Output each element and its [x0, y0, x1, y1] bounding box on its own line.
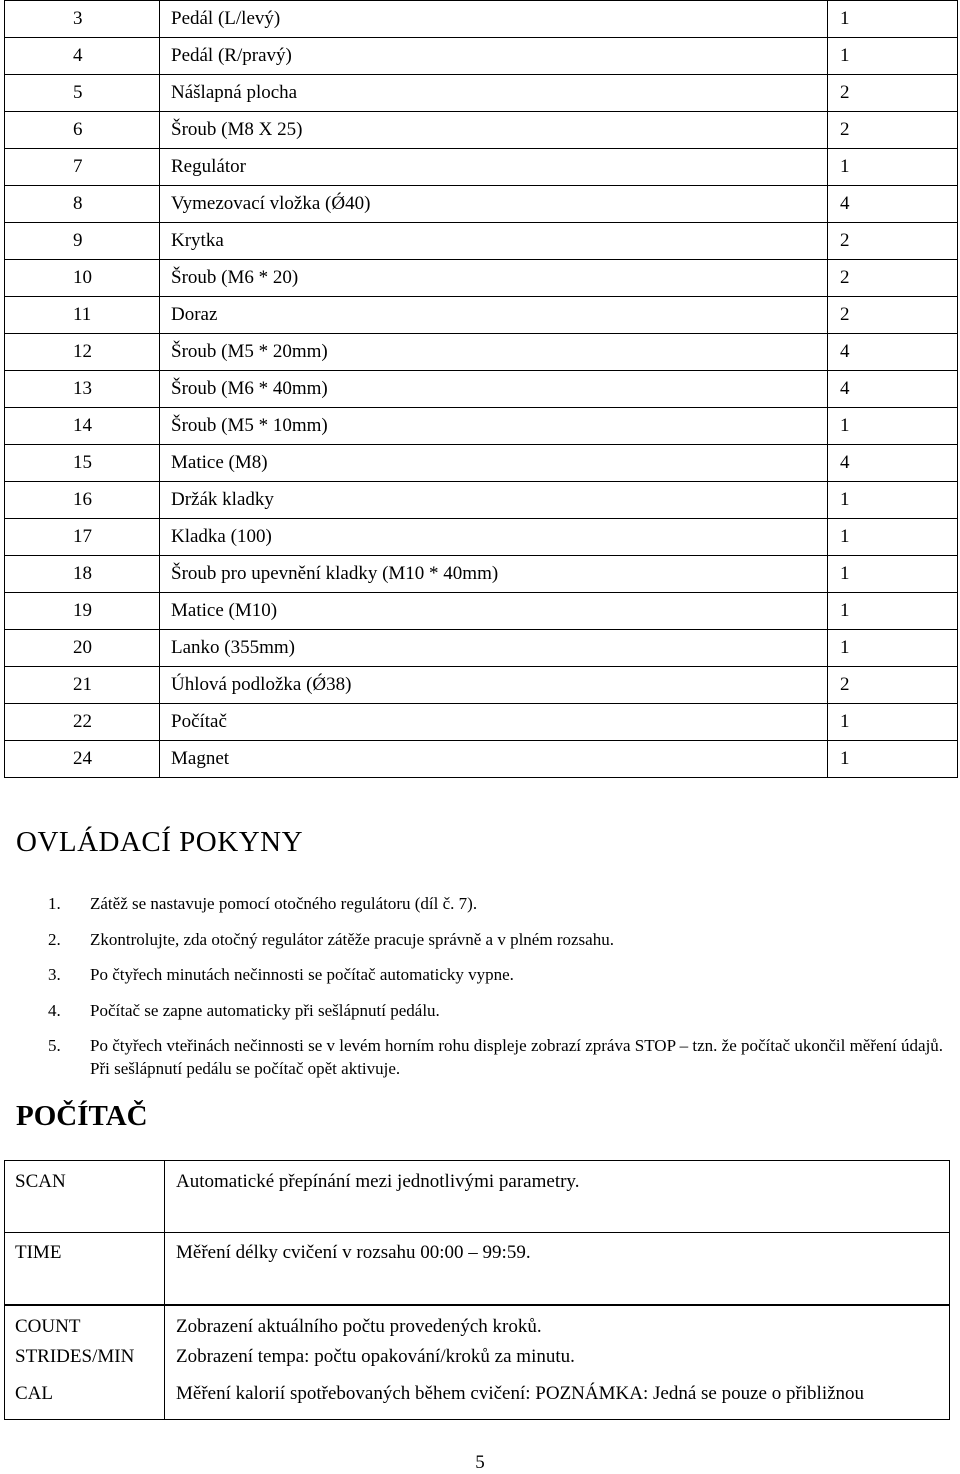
part-name: Vymezovací vložka (Ǿ40) [160, 186, 828, 223]
part-quantity: 1 [828, 741, 958, 778]
parts-row [5, 297, 958, 334]
instruction-number: 4. [48, 1000, 61, 1020]
part-quantity: 1 [828, 556, 958, 593]
instruction-text: Po čtyřech minutách nečinnosti se počítač automaticky vypne. [90, 965, 514, 984]
part-number: 18 [5, 556, 160, 593]
instruction-number: 3. [48, 965, 61, 984]
parts-row [5, 519, 958, 556]
part-number: 14 [5, 408, 160, 445]
computer-heading: POČÍTAČ [16, 1100, 148, 1132]
instruction-text: Počítač se zapne automaticky při sešlápnutí pedálu. [90, 1000, 440, 1020]
instruction-text: Zkontrolujte, zda otočný regulátor zátěže pracuje správně a v plném rozsahu. [90, 929, 614, 949]
part-name: Šroub (M6 * 40mm) [160, 371, 828, 408]
part-quantity: 2 [828, 297, 958, 334]
computer-value: Zobrazení aktuálního počtu provedených kroků. [165, 1306, 950, 1343]
part-quantity: 1 [828, 593, 958, 630]
part-quantity: 2 [828, 223, 958, 260]
part-number: 24 [5, 741, 160, 778]
part-name: Šroub (M5 * 20mm) [160, 334, 828, 371]
computer-value: Zobrazení tempa: počtu opakování/kroků za minutu. [165, 1343, 950, 1380]
part-name: Matice (M8) [160, 445, 828, 482]
part-name: Regulátor [160, 149, 828, 186]
computer-key: CAL [5, 1380, 165, 1420]
part-name: Počítač [160, 704, 828, 741]
computer-value: Automatické přepínání mezi jednotlivými parametry. [165, 1161, 950, 1233]
instruction-item [48, 999, 948, 1022]
part-name: Šroub (M8 X 25) [160, 112, 828, 149]
parts-row [5, 704, 958, 741]
part-name: Pedál (L/levý) [160, 1, 828, 38]
part-quantity: 2 [828, 112, 958, 149]
parts-row [5, 260, 958, 297]
part-number: 16 [5, 482, 160, 519]
part-quantity: 1 [828, 482, 958, 519]
part-number: 17 [5, 519, 160, 556]
part-number: 13 [5, 371, 160, 408]
part-number: 6 [5, 112, 160, 149]
parts-table [4, 0, 958, 778]
instruction-text: Zátěž se nastavuje pomocí otočného regulátoru (díl č. 7). [90, 894, 478, 913]
part-quantity: 1 [828, 1, 958, 38]
computer-key: TIME [5, 1232, 165, 1304]
computer-table-time [4, 1232, 950, 1305]
parts-row [5, 186, 958, 223]
part-number: 12 [5, 334, 160, 371]
part-name: Magnet [160, 741, 828, 778]
part-name: Šroub pro upevnění kladky (M10 * 40mm) [160, 556, 828, 593]
part-number: 10 [5, 260, 160, 297]
part-quantity: 1 [828, 519, 958, 556]
parts-row [5, 371, 958, 408]
computer-table-scan [4, 1160, 950, 1233]
parts-row [5, 75, 958, 112]
part-quantity: 4 [828, 334, 958, 371]
parts-row [5, 667, 958, 704]
parts-row [5, 741, 958, 778]
part-quantity: 1 [828, 408, 958, 445]
instruction-item [48, 963, 948, 986]
part-name: Šroub (M5 * 10mm) [160, 408, 828, 445]
parts-row [5, 445, 958, 482]
part-number: 21 [5, 667, 160, 704]
computer-key: COUNT [5, 1306, 165, 1343]
instruction-text: Po čtyřech vteřinách nečinnosti se v levém horním rohu displeje zobrazí zpráva STOP – tzn. že počítač ukončil měření údajů. Při sešlápnutí pedálu se počítač opět aktivuje. [90, 1036, 944, 1078]
part-quantity: 1 [828, 149, 958, 186]
part-quantity: 2 [828, 75, 958, 112]
instruction-number: 1. [48, 894, 61, 913]
parts-row [5, 630, 958, 667]
parts-row [5, 1, 958, 38]
part-number: 4 [5, 38, 160, 75]
part-number: 15 [5, 445, 160, 482]
parts-row [5, 112, 958, 149]
parts-row [5, 38, 958, 75]
parts-row [5, 149, 958, 186]
computer-key: SCAN [5, 1161, 165, 1233]
instructions-heading: OVLÁDACÍ POKYNY [16, 826, 304, 858]
part-number: 22 [5, 704, 160, 741]
part-quantity: 1 [828, 704, 958, 741]
part-name: Šroub (M6 * 20) [160, 260, 828, 297]
computer-table-group [4, 1305, 950, 1420]
part-name: Kladka (100) [160, 519, 828, 556]
instruction-item [48, 892, 948, 915]
part-quantity: 4 [828, 371, 958, 408]
computer-value: Měření délky cvičení v rozsahu 00:00 – 99:59. [165, 1232, 950, 1304]
computer-key: STRIDES/MIN [5, 1343, 165, 1380]
part-number: 9 [5, 223, 160, 260]
part-quantity: 4 [828, 445, 958, 482]
instruction-number: 2. [48, 929, 61, 949]
part-number: 19 [5, 593, 160, 630]
computer-value: Měření kalorií spotřebovaných během cvičení: POZNÁMKA: Jedná se pouze o přibližnou [165, 1380, 950, 1420]
parts-row [5, 223, 958, 260]
part-number: 20 [5, 630, 160, 667]
parts-row [5, 334, 958, 371]
part-quantity: 1 [828, 38, 958, 75]
part-number: 5 [5, 75, 160, 112]
parts-row [5, 482, 958, 519]
part-name: Doraz [160, 297, 828, 334]
part-name: Lanko (355mm) [160, 630, 828, 667]
part-name: Pedál (R/pravý) [160, 38, 828, 75]
page-number: 5 [475, 1452, 485, 1473]
part-name: Úhlová podložka (Ǿ38) [160, 667, 828, 704]
part-number: 3 [5, 1, 160, 38]
part-quantity: 2 [828, 260, 958, 297]
part-quantity: 2 [828, 667, 958, 704]
part-quantity: 4 [828, 186, 958, 223]
instruction-item [48, 928, 948, 951]
part-number: 7 [5, 149, 160, 186]
parts-row [5, 593, 958, 630]
part-number: 11 [5, 297, 160, 334]
instruction-number: 5. [48, 1036, 61, 1055]
part-name: Držák kladky [160, 482, 828, 519]
part-name: Matice (M10) [160, 593, 828, 630]
part-number: 8 [5, 186, 160, 223]
parts-row [5, 556, 958, 593]
instructions-list [48, 892, 948, 1093]
instruction-item [48, 1034, 948, 1080]
parts-row [5, 408, 958, 445]
part-name: Nášlapná plocha [160, 75, 828, 112]
part-quantity: 1 [828, 630, 958, 667]
part-name: Krytka [160, 223, 828, 260]
